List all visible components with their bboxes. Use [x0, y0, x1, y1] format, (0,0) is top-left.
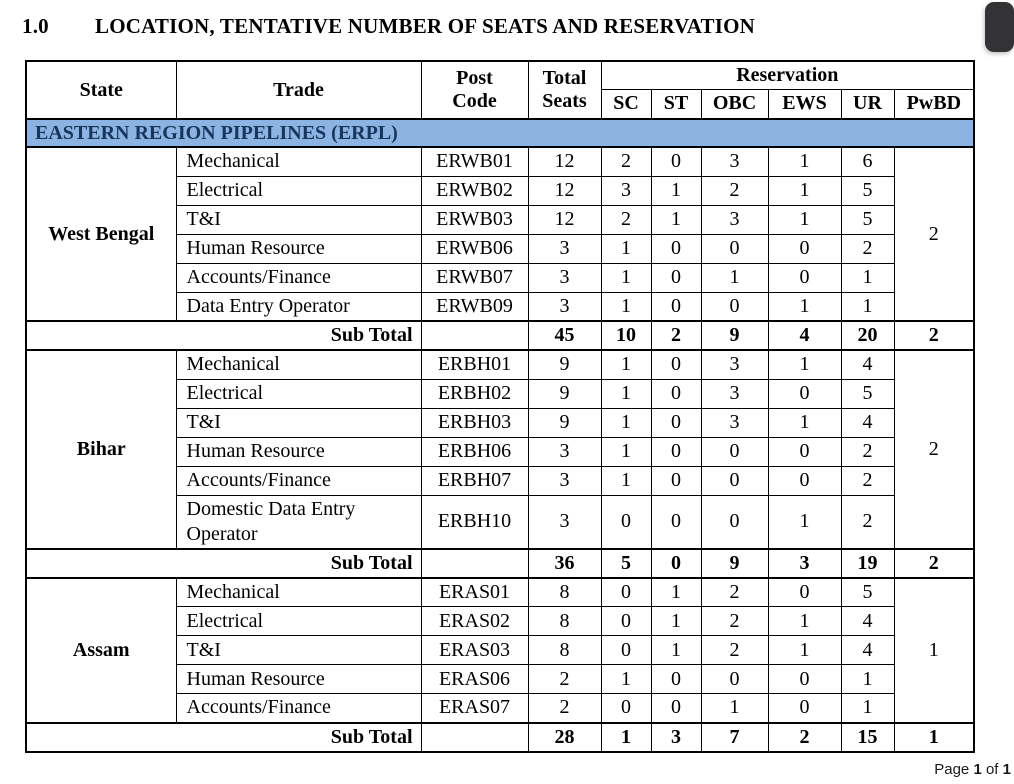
cell-ews: 0 — [768, 694, 841, 723]
cell-post-code: ERAS07 — [421, 694, 528, 723]
cell-sc: 2 — [601, 147, 651, 176]
cell-post-code: ERWB02 — [421, 176, 528, 205]
cell-sc: 5 — [601, 549, 651, 578]
cell-ur: 1 — [841, 665, 894, 694]
cell-ur: 4 — [841, 350, 894, 379]
subtotal-row — [26, 723, 974, 752]
subtotal-label: Sub Total — [26, 723, 421, 752]
cell-st: 0 — [651, 694, 701, 723]
cell-total-seats: 2 — [528, 665, 601, 694]
cell-st: 0 — [651, 263, 701, 292]
cell-obc: 2 — [701, 636, 768, 665]
col-header-pwbd: PwBD — [894, 89, 974, 119]
cell-ur: 4 — [841, 408, 894, 437]
region-banner: EASTERN REGION PIPELINES (ERPL) — [26, 119, 974, 147]
cell-state: Assam — [26, 578, 176, 723]
seats-table-body — [26, 119, 974, 752]
cell-obc: 3 — [701, 205, 768, 234]
cell-ews: 0 — [768, 578, 841, 607]
cell-post-code: ERWB07 — [421, 263, 528, 292]
cell-trade: Mechanical — [176, 350, 421, 379]
cell-trade: Human Resource — [176, 665, 421, 694]
cell-total-seats: 12 — [528, 147, 601, 176]
cell-ews: 1 — [768, 636, 841, 665]
table-row — [26, 578, 974, 607]
cell-ews: 1 — [768, 176, 841, 205]
cell-sc: 0 — [601, 636, 651, 665]
cell-ews: 1 — [768, 205, 841, 234]
cell-trade: Human Resource — [176, 437, 421, 466]
cell-total-seats: 8 — [528, 578, 601, 607]
cell-ews: 1 — [768, 147, 841, 176]
cell-sc: 1 — [601, 263, 651, 292]
cell-trade: Accounts/Finance — [176, 694, 421, 723]
cell-ews: 0 — [768, 437, 841, 466]
cell-obc: 2 — [701, 607, 768, 636]
cell-sc: 1 — [601, 234, 651, 263]
cell-total-seats: 8 — [528, 636, 601, 665]
cell-ur: 5 — [841, 578, 894, 607]
cell-sc: 1 — [601, 437, 651, 466]
col-header-post-code: Post Code — [421, 61, 528, 119]
cell-post-code: ERAS06 — [421, 665, 528, 694]
cell-post-code: ERBH10 — [421, 495, 528, 549]
cell-trade: Accounts/Finance — [176, 263, 421, 292]
cell-total-seats: 3 — [528, 234, 601, 263]
cell-trade: Mechanical — [176, 578, 421, 607]
col-header-ur: UR — [841, 89, 894, 119]
cell-st: 0 — [651, 408, 701, 437]
cell-pwbd: 2 — [894, 350, 974, 549]
cell-trade: Mechanical — [176, 147, 421, 176]
col-header-total-seats: Total Seats — [528, 61, 601, 119]
cell-ur: 5 — [841, 205, 894, 234]
cell-sc: 0 — [601, 694, 651, 723]
cell-ur: 1 — [841, 263, 894, 292]
col-header-obc: OBC — [701, 89, 768, 119]
cell-post-code: ERAS03 — [421, 636, 528, 665]
cell-ews: 0 — [768, 665, 841, 694]
cell-st: 1 — [651, 176, 701, 205]
cell-trade: Electrical — [176, 176, 421, 205]
cell-ur: 1 — [841, 694, 894, 723]
cell-total-seats: 28 — [528, 723, 601, 752]
cell-ur: 1 — [841, 292, 894, 321]
cell-sc: 1 — [601, 292, 651, 321]
cell-obc: 3 — [701, 379, 768, 408]
cell-st: 1 — [651, 205, 701, 234]
section-number: 1.0 — [22, 14, 49, 38]
cell-pwbd: 2 — [894, 549, 974, 578]
cell-total-seats: 8 — [528, 607, 601, 636]
cell-obc: 0 — [701, 665, 768, 694]
cell-trade: Electrical — [176, 607, 421, 636]
cell-sc: 1 — [601, 665, 651, 694]
col-header-st: ST — [651, 89, 701, 119]
cell-st: 0 — [651, 234, 701, 263]
cell-obc: 3 — [701, 350, 768, 379]
cell-obc: 9 — [701, 549, 768, 578]
cell-st: 0 — [651, 437, 701, 466]
cell-trade: Electrical — [176, 379, 421, 408]
subtotal-label: Sub Total — [26, 321, 421, 350]
cell-total-seats: 3 — [528, 466, 601, 495]
cell-ur: 2 — [841, 437, 894, 466]
col-header-trade: Trade — [176, 61, 421, 119]
cell-ur: 15 — [841, 723, 894, 752]
cell-total-seats: 45 — [528, 321, 601, 350]
cell-obc: 0 — [701, 234, 768, 263]
cell-obc: 7 — [701, 723, 768, 752]
cell-st: 0 — [651, 495, 701, 549]
cell-trade: T&I — [176, 205, 421, 234]
cell-ur: 5 — [841, 379, 894, 408]
cell-ews: 1 — [768, 292, 841, 321]
cell-obc: 3 — [701, 147, 768, 176]
section-heading: LOCATION, TENTATIVE NUMBER OF SEATS AND RESERVATION — [95, 14, 756, 38]
cell-total-seats: 36 — [528, 549, 601, 578]
cell-post-code: ERBH03 — [421, 408, 528, 437]
cell-post-code — [421, 321, 528, 350]
cell-total-seats: 3 — [528, 437, 601, 466]
cell-st: 0 — [651, 147, 701, 176]
cell-total-seats: 9 — [528, 379, 601, 408]
cell-sc: 0 — [601, 607, 651, 636]
cell-trade: Accounts/Finance — [176, 466, 421, 495]
cell-sc: 2 — [601, 205, 651, 234]
cell-total-seats: 3 — [528, 263, 601, 292]
cell-sc: 1 — [601, 723, 651, 752]
cell-trade: Data Entry Operator — [176, 292, 421, 321]
cell-ur: 19 — [841, 549, 894, 578]
cell-sc: 1 — [601, 379, 651, 408]
cell-total-seats: 9 — [528, 408, 601, 437]
subtotal-label: Sub Total — [26, 549, 421, 578]
cell-total-seats: 3 — [528, 292, 601, 321]
cell-state: Bihar — [26, 350, 176, 549]
cell-trade: T&I — [176, 636, 421, 665]
cell-st: 0 — [651, 292, 701, 321]
cell-st: 0 — [651, 549, 701, 578]
cell-st: 0 — [651, 466, 701, 495]
cell-post-code: ERBH01 — [421, 350, 528, 379]
cell-total-seats: 9 — [528, 350, 601, 379]
cell-post-code: ERWB06 — [421, 234, 528, 263]
seats-reservation-table — [25, 60, 975, 753]
cell-total-seats: 3 — [528, 495, 601, 549]
col-header-sc: SC — [601, 89, 651, 119]
cell-ur: 2 — [841, 495, 894, 549]
cell-ews: 1 — [768, 408, 841, 437]
cell-ews: 0 — [768, 263, 841, 292]
cell-ews: 0 — [768, 234, 841, 263]
cell-st: 1 — [651, 578, 701, 607]
cell-ews: 1 — [768, 495, 841, 549]
cell-trade: Domestic Data Entry Operator — [176, 495, 421, 549]
cell-ews: 0 — [768, 466, 841, 495]
cell-ews: 1 — [768, 350, 841, 379]
cell-obc: 2 — [701, 578, 768, 607]
cell-ews: 1 — [768, 607, 841, 636]
cell-st: 0 — [651, 350, 701, 379]
cell-st: 2 — [651, 321, 701, 350]
cell-obc: 1 — [701, 263, 768, 292]
cell-pwbd: 2 — [894, 147, 974, 321]
cell-pwbd: 1 — [894, 578, 974, 723]
cell-ur: 20 — [841, 321, 894, 350]
cell-obc: 2 — [701, 176, 768, 205]
table-row — [26, 350, 974, 379]
cell-total-seats: 2 — [528, 694, 601, 723]
cell-obc: 3 — [701, 408, 768, 437]
col-header-reservation: Reservation — [601, 61, 974, 89]
cell-sc: 1 — [601, 350, 651, 379]
cell-obc: 1 — [701, 694, 768, 723]
cell-sc: 3 — [601, 176, 651, 205]
cell-st: 1 — [651, 607, 701, 636]
cell-ews: 0 — [768, 379, 841, 408]
cell-obc: 0 — [701, 292, 768, 321]
cell-st: 1 — [651, 636, 701, 665]
cell-post-code: ERBH06 — [421, 437, 528, 466]
cell-obc: 0 — [701, 495, 768, 549]
cell-st: 3 — [651, 723, 701, 752]
cell-obc: 0 — [701, 466, 768, 495]
cell-post-code: ERAS01 — [421, 578, 528, 607]
cell-post-code: ERWB01 — [421, 147, 528, 176]
cell-sc: 10 — [601, 321, 651, 350]
cell-st: 0 — [651, 665, 701, 694]
subtotal-row — [26, 321, 974, 350]
col-header-state: State — [26, 61, 176, 119]
cell-ur: 6 — [841, 147, 894, 176]
cell-obc: 0 — [701, 437, 768, 466]
cell-post-code: ERWB03 — [421, 205, 528, 234]
cell-sc: 1 — [601, 408, 651, 437]
page-title — [22, 14, 755, 39]
cell-ur: 5 — [841, 176, 894, 205]
cell-pwbd: 2 — [894, 321, 974, 350]
cell-ews: 4 — [768, 321, 841, 350]
page-number: Page 1 of 1 — [934, 761, 1011, 778]
cell-obc: 9 — [701, 321, 768, 350]
cell-pwbd: 1 — [894, 723, 974, 752]
cell-sc: 0 — [601, 495, 651, 549]
cell-trade: Human Resource — [176, 234, 421, 263]
col-header-ews: EWS — [768, 89, 841, 119]
cell-post-code: ERAS02 — [421, 607, 528, 636]
cell-sc: 0 — [601, 578, 651, 607]
cell-ur: 2 — [841, 466, 894, 495]
cell-ews: 3 — [768, 549, 841, 578]
scrollbar-thumb[interactable] — [985, 2, 1014, 52]
cell-ur: 4 — [841, 607, 894, 636]
cell-st: 0 — [651, 379, 701, 408]
cell-post-code: ERBH02 — [421, 379, 528, 408]
cell-post-code — [421, 723, 528, 752]
subtotal-row — [26, 549, 974, 578]
table-row — [26, 147, 974, 176]
cell-total-seats: 12 — [528, 176, 601, 205]
cell-post-code: ERBH07 — [421, 466, 528, 495]
cell-trade: T&I — [176, 408, 421, 437]
cell-total-seats: 12 — [528, 205, 601, 234]
cell-sc: 1 — [601, 466, 651, 495]
cell-post-code: ERWB09 — [421, 292, 528, 321]
cell-ur: 2 — [841, 234, 894, 263]
cell-ur: 4 — [841, 636, 894, 665]
cell-post-code — [421, 549, 528, 578]
cell-ews: 2 — [768, 723, 841, 752]
cell-state: West Bengal — [26, 147, 176, 321]
